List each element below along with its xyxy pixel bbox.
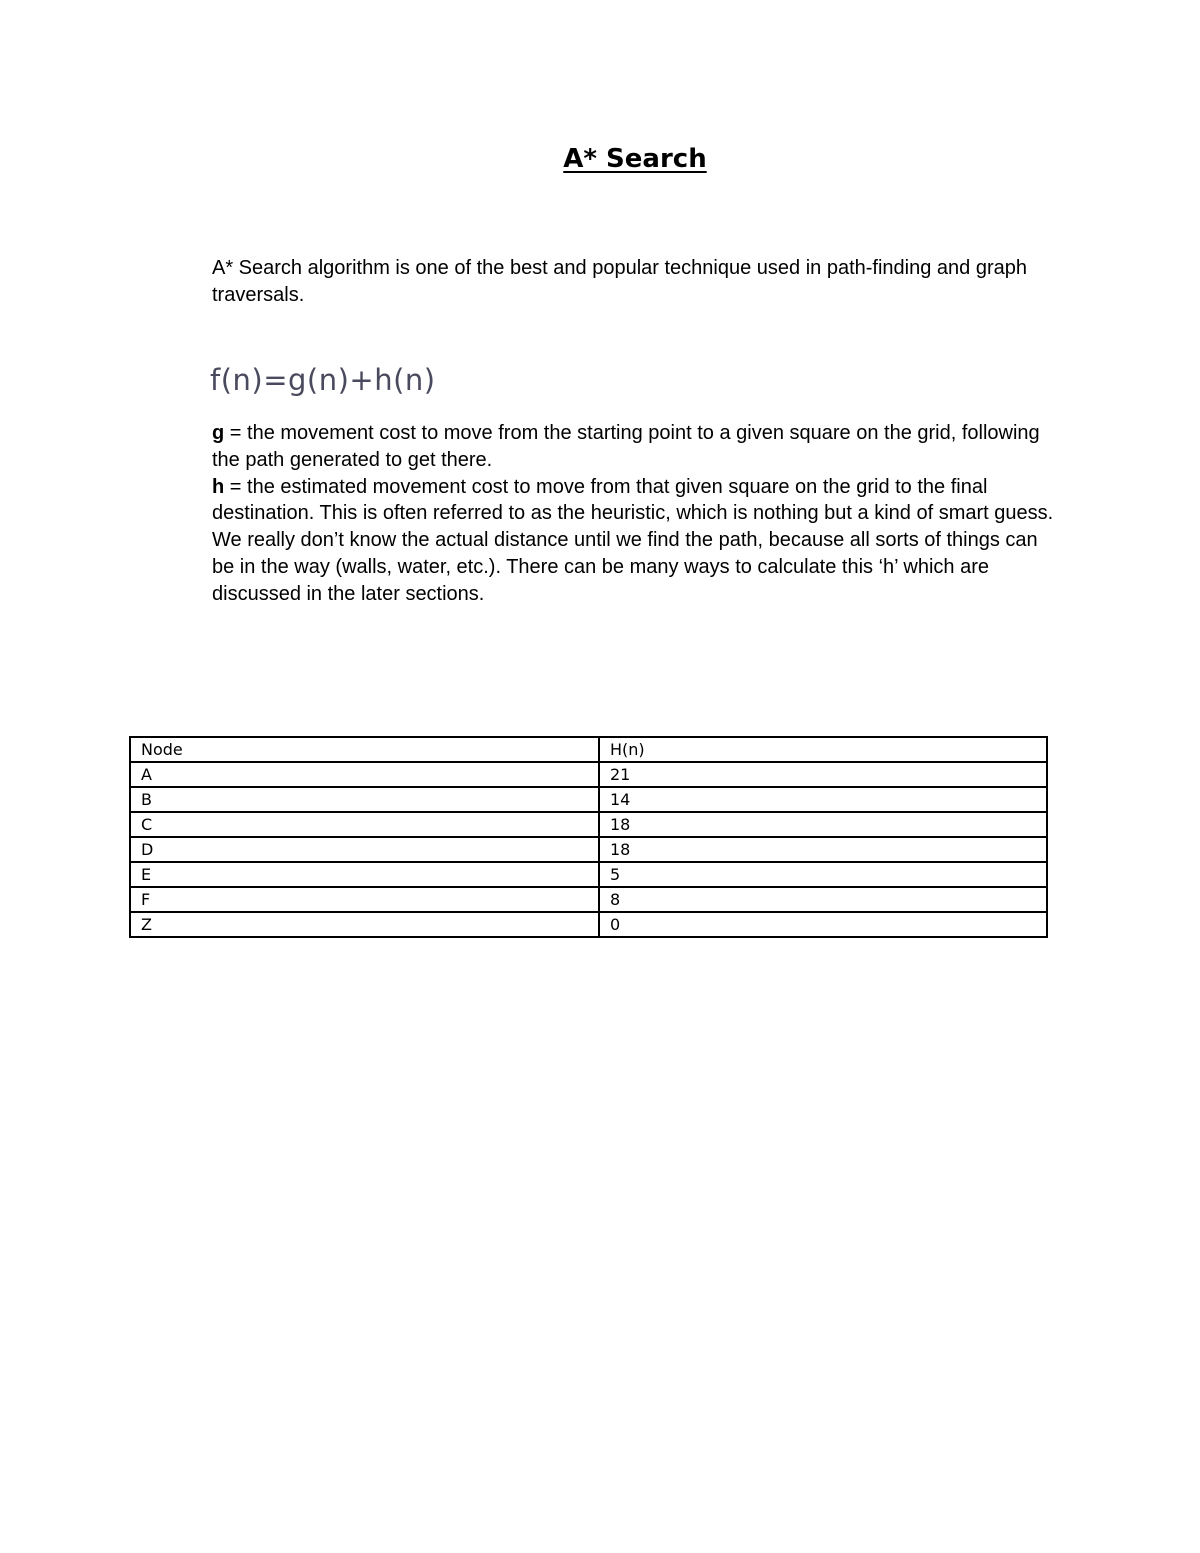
intro-paragraph: A* Search algorithm is one of the best and popular technique used in path-finding and graph traversals.: [212, 257, 1027, 306]
h-term: h: [212, 475, 225, 498]
hn-cell: 21: [599, 762, 1047, 787]
table-row: [130, 787, 1047, 812]
heuristic-table: [129, 736, 1048, 938]
table-row: [130, 812, 1047, 837]
node-cell: A: [130, 762, 599, 787]
hn-cell: 0: [599, 912, 1047, 937]
table-row: [130, 862, 1047, 887]
node-cell: B: [130, 787, 599, 812]
definitions: [212, 420, 1062, 608]
table-row: [130, 887, 1047, 912]
hn-cell: 14: [599, 787, 1047, 812]
node-cell: C: [130, 812, 599, 837]
node-cell: F: [130, 887, 599, 912]
g-definition: [212, 420, 1062, 474]
formula: f(n)=g(n)+h(n): [210, 363, 436, 397]
node-cell: D: [130, 837, 599, 862]
hn-cell: 18: [599, 837, 1047, 862]
node-cell: E: [130, 862, 599, 887]
h-definition-text: = the estimated movement cost to move from that given square on the grid to the final destination. This is often referred to as the heuristic, which is nothing but a kind of smart guess. We really don’t know the actual distance until we find the path, because all sorts of things can be in the way (walls, water, etc.). There can be many ways to calculate this ‘h’ which are discussed in the later sections.: [212, 475, 1054, 605]
node-cell: Z: [130, 912, 599, 937]
table-row: [130, 837, 1047, 862]
table-row: [130, 912, 1047, 937]
header-hn: H(n): [599, 737, 1047, 762]
header-node: Node: [130, 737, 599, 762]
page-title: A* Search: [563, 144, 707, 174]
h-definition: [212, 474, 1062, 608]
hn-cell: 5: [599, 862, 1047, 887]
g-definition-text: = the movement cost to move from the starting point to a given square on the grid, following the path generated to get there.: [212, 422, 1040, 471]
g-term: g: [212, 422, 225, 444]
hn-cell: 18: [599, 812, 1047, 837]
table-row: [130, 762, 1047, 787]
table-header-row: [130, 737, 1047, 762]
hn-cell: 8: [599, 887, 1047, 912]
